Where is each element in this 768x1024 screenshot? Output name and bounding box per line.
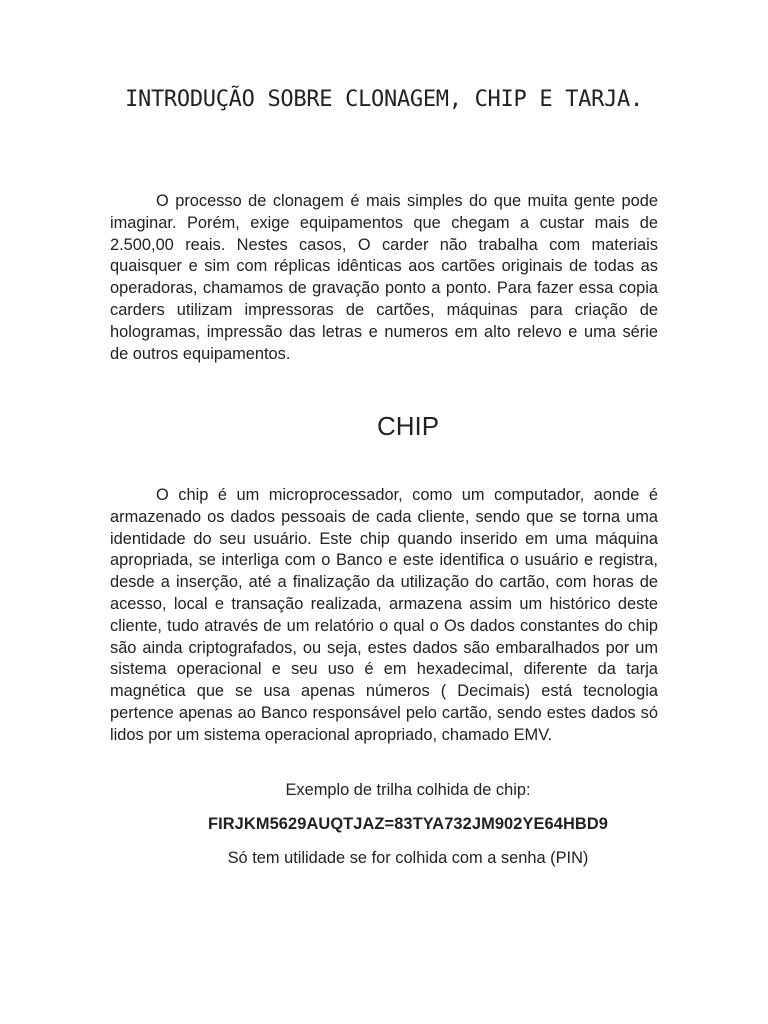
chip-paragraph: O chip é um microprocessador, como um computador, aonde é armazenado os dados pessoais de cada cliente, sendo que se torna uma identidade do seu usuário. Este chip quando inserido em uma máquina apropriada, se interliga com o Banco e este identifica o usuário e registra, desde a inserção, até a finalização da utilização do cartão, com horas de acesso, local e transação realizada, armazena assim um histórico deste cliente, tudo através de um relatório o qual o Os dados constantes do chip são ainda criptografados, ou seja, estes dados são embaralhados por um sistema operacional e seu uso é em hexadecimal, diferente da tarja magnética que se usa apenas números ( Decimais) está tecnologia pertence apenas ao Banco responsável pelo cartão, sendo estes dados só lidos por um sistema operacional apropriado, chamado EMV.	[110, 486, 658, 744]
example-label: Exemplo de trilha colhida de chip:	[285, 781, 531, 799]
document-title: INTRODUÇÃO SOBRE CLONAGEM, CHIP E TARJA.	[125, 87, 643, 112]
chip-heading: CHIP	[376, 411, 440, 441]
pin-note: Só tem utilidade se for colhida com a senha (PIN)	[227, 849, 589, 867]
intro-paragraph: O processo de clonagem é mais simples do que muita gente pode imaginar. Porém, exige equipamentos que chegam a custar mais de 2.500,00 reais. Nestes casos, O carder não trabalha com materiais quaisquer e sim com réplicas idênticas aos cartões originais de todas as operadoras, chamamos de gravação ponto a ponto. Para fazer essa copia carders utilizam impressoras de cartões, máquinas para criação de hologramas, impressão das letras e numeros em alto relevo e uma série de outros equipamentos.	[110, 192, 658, 363]
example-track-code: FIRJKM5629AUQTJAZ=83TYA732JM902YE64HBD9	[207, 815, 609, 833]
